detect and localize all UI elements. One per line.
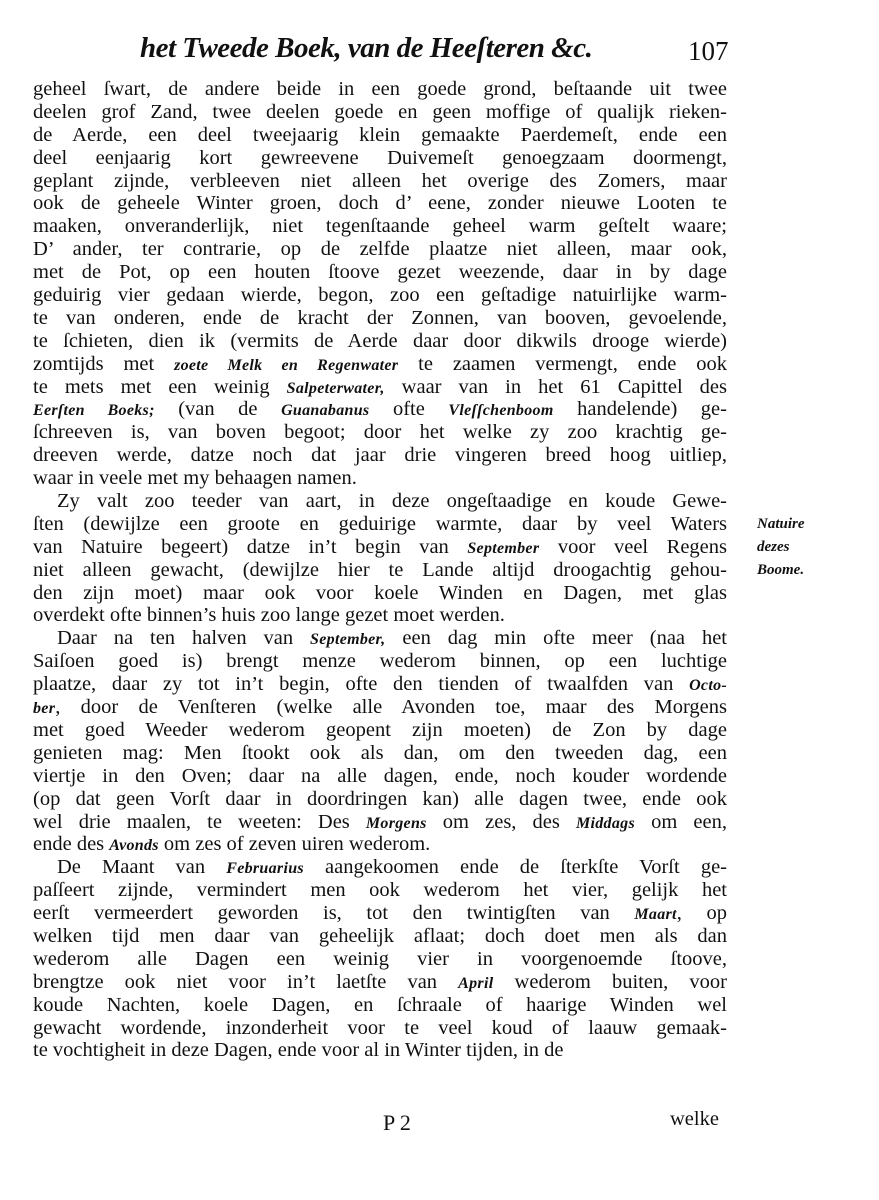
text-run: wederom alle Dagen een weinig vier in voorgenoemde ſtoove,: [33, 947, 727, 970]
text-run: ſten (dewijlze een groote en geduirige warmte, daar by veel Waters: [33, 512, 727, 535]
italic-term: Vleſſchenboom: [448, 402, 554, 420]
text-run: waar in veele met my behaagen namen.: [33, 467, 357, 490]
text-run: ſchreeven is, van boven begoot; door het welke zy zoo krachtig ge-: [33, 421, 727, 444]
text-run: den zijn moet) maar ook voor koele Winden en Dagen, met glas: [33, 581, 727, 604]
text-line: [33, 856, 727, 879]
text-run: om een,: [634, 810, 727, 833]
text-run: met de Pot, op een houten ſtoove gezet weezende, daar in by dage: [33, 261, 727, 284]
italic-term: Avonds: [109, 837, 159, 855]
text-run: genieten mag: Men ſtookt ook als dan, om den tweeden dag, een: [33, 741, 727, 764]
text-run: Zy valt zoo teeder van aart, in deze ongeſtaadige en koude Gewe-: [57, 490, 727, 513]
body-text: [33, 78, 727, 1062]
italic-term: September,: [310, 631, 386, 649]
text-run: welken tijd men daar van geheelijk aflaat; doch doet men als dan: [33, 924, 727, 947]
text-run: te vochtigheit in deze Dagen, ende voor al in Winter tijden, in de: [33, 1039, 564, 1062]
text-line: [33, 627, 727, 650]
text-line: [33, 582, 727, 605]
text-run: wel drie maalen, te weeten: Des: [33, 810, 366, 833]
text-line: [33, 833, 727, 856]
text-run: ook de geheele Winter groen, doch d’ eene, zonder nieuwe Looten te: [33, 192, 727, 215]
text-run: te van onderen, ende de kracht der Zonnen, van booven, gevoelende,: [33, 306, 727, 329]
text-line: [33, 215, 727, 238]
text-line: [33, 101, 727, 124]
text-run: om zes, des: [426, 810, 576, 833]
paragraph: [33, 856, 727, 1062]
text-run: met goed Weeder wederom geopent zijn moeten) de Zon by dage: [33, 718, 727, 741]
text-line: [33, 1017, 727, 1040]
text-run: handelende) ge-: [553, 398, 727, 421]
paragraph: [33, 78, 727, 490]
text-run: maaken, onveranderlijk, niet tegenſtaande geheel warm geſtelt waare;: [33, 215, 727, 238]
italic-term: Guanabanus: [281, 402, 370, 420]
text-run: gewacht wordende, inzonderheit voor te veel koud of laauw gemaak-: [33, 1016, 727, 1039]
text-run: dreeven werde, datze noch dat jaar drie vingeren breed hoog uitliep,: [33, 444, 727, 467]
text-run: te ſchieten, dien ik (vermits de Aerde daar door dikwils drooge wierde): [33, 329, 727, 352]
text-run: geplant zijnde, verbleeven niet alleen het overige des Zomers, maar: [33, 169, 727, 192]
margin-note-line: Natuire: [757, 516, 805, 532]
text-run: viertje in den Oven; daar na alle dagen, ende, noch kouder wordende: [33, 764, 727, 787]
text-run: geduirig vier gedaan wierde, begon, zoo een geſtadige natuirlijke warm-: [33, 284, 727, 307]
text-line: [33, 536, 727, 559]
text-line: [33, 467, 727, 490]
italic-term: Eerſten Boeks;: [33, 402, 155, 420]
text-run: van Natuire begeert) datze in’t begin van: [33, 535, 468, 558]
text-line: [33, 170, 727, 193]
running-title: het Tweede Boek, van de Heeſteren &c.: [140, 32, 593, 64]
text-run: Daar na ten halven van: [57, 627, 311, 650]
text-run: eerſt vermeerdert geworden is, tot den twintigſten van: [33, 902, 635, 925]
paragraph: [33, 490, 727, 627]
text-run: deel eenjaarig kort gewreevene Duivemeſt genoegzaam doormengt,: [33, 146, 727, 169]
italic-term: ber: [33, 700, 56, 718]
text-run: om zes of zeven uiren wederom.: [158, 833, 431, 856]
italic-term: Octo-: [689, 677, 727, 695]
text-line: [33, 192, 727, 215]
italic-term: September: [467, 539, 540, 557]
italic-term: Salpeterwater,: [286, 379, 385, 397]
text-line: [33, 78, 727, 101]
page-header: [0, 30, 879, 70]
text-run: waar van in het 61 Capittel des: [384, 375, 727, 398]
text-run: te mets met een weinig: [33, 375, 287, 398]
text-line: [33, 650, 727, 673]
text-run: wederom buiten, voor: [493, 970, 727, 993]
text-line: [33, 971, 727, 994]
text-line: [33, 490, 727, 513]
text-line: [33, 879, 727, 902]
text-line: [33, 1039, 727, 1062]
text-run: overdekt ofte binnen’s huis zoo lange gezet moet werden.: [33, 604, 505, 627]
text-line: [33, 513, 727, 536]
text-line: [33, 925, 727, 948]
text-run: zomtijds met: [33, 352, 175, 375]
text-run: D’ ander, ter contrarie, op de zelfde plaatze niet alleen, maar ook,: [33, 238, 727, 261]
text-line: [33, 948, 727, 971]
text-line: [33, 421, 727, 444]
page-number: 107: [688, 36, 729, 66]
catchword: welke: [670, 1108, 719, 1130]
text-line: [33, 811, 727, 834]
signature-mark: P 2: [383, 1110, 411, 1135]
text-line: [33, 147, 727, 170]
text-run: deelen grof Zand, twee deelen goede en geen moffige of qualijk rieken-: [33, 100, 727, 123]
text-run: ofte: [369, 398, 449, 421]
text-line: [33, 398, 727, 421]
margin-note: [757, 513, 805, 582]
text-run: brengtze ook niet voor in’t laetſte van: [33, 970, 459, 993]
text-run: aangekoomen ende de ſterkſte Vorſt ge-: [303, 856, 727, 879]
italic-term: Maart: [634, 906, 677, 924]
text-line: [33, 330, 727, 353]
text-run: voor veel Regens: [539, 535, 728, 558]
text-run: niet alleen gewacht, (dewijlze hier te Lande altijd droogachtig gehou-: [33, 558, 727, 581]
text-line: [33, 284, 727, 307]
text-line: [33, 559, 727, 582]
text-line: [33, 238, 727, 261]
text-line: [33, 788, 727, 811]
text-run: te zaamen vermengt, ende ook: [398, 352, 727, 375]
paragraph: [33, 627, 727, 856]
text-run: De Maant van: [57, 856, 227, 879]
text-run: (op dat geen Vorſt daar in doordringen kan) alle dagen twee, ende ook: [33, 787, 727, 810]
text-run: Saiſoen goed is) brengt menze wederom binnen, op een luchtige: [33, 650, 727, 673]
margin-note-line: dezes: [757, 538, 790, 555]
text-run: (van de: [154, 398, 282, 421]
text-run: geheel ſwart, de andere beide in een goede grond, beſtaande uit twee: [33, 78, 727, 100]
italic-term: Februarius: [226, 860, 304, 878]
text-line: [33, 307, 727, 330]
italic-term: Middags: [575, 814, 635, 832]
text-run: , door de Venſteren (welke alle Avonden toe, maar des Morgens: [55, 696, 727, 719]
text-run: ende des: [33, 833, 110, 856]
margin-note-line: Boome.: [757, 561, 805, 578]
text-line: [33, 673, 727, 696]
text-run: paſſeert zijnde, vermindert men ook wederom het vier, gelijk het: [33, 879, 727, 902]
text-line: [33, 696, 727, 719]
text-line: [33, 124, 727, 147]
text-run: koude Nachten, koele Dagen, en ſchraale of haarige Winden wel: [33, 993, 727, 1016]
text-line: [33, 742, 727, 765]
text-line: [33, 444, 727, 467]
text-line: [33, 902, 727, 925]
text-run: plaatze, daar zy tot in’t begin, ofte den tienden of twaalfden van: [33, 673, 690, 696]
text-run: , op: [676, 902, 728, 925]
italic-term: Morgens: [365, 814, 427, 832]
text-run: de Aerde, een deel tweejaarig klein gemaakte Paerdemeſt, ende een: [33, 123, 727, 146]
text-line: [33, 994, 727, 1017]
text-line: [33, 353, 727, 376]
text-line: [33, 261, 727, 284]
text-line: [33, 604, 727, 627]
text-line: [33, 719, 727, 742]
italic-term: April: [458, 974, 494, 992]
italic-term: zoete Melk en Regenwater: [174, 356, 399, 374]
text-line: [33, 376, 727, 399]
text-line: [33, 765, 727, 788]
text-run: een dag min ofte meer (naa het: [385, 627, 727, 650]
